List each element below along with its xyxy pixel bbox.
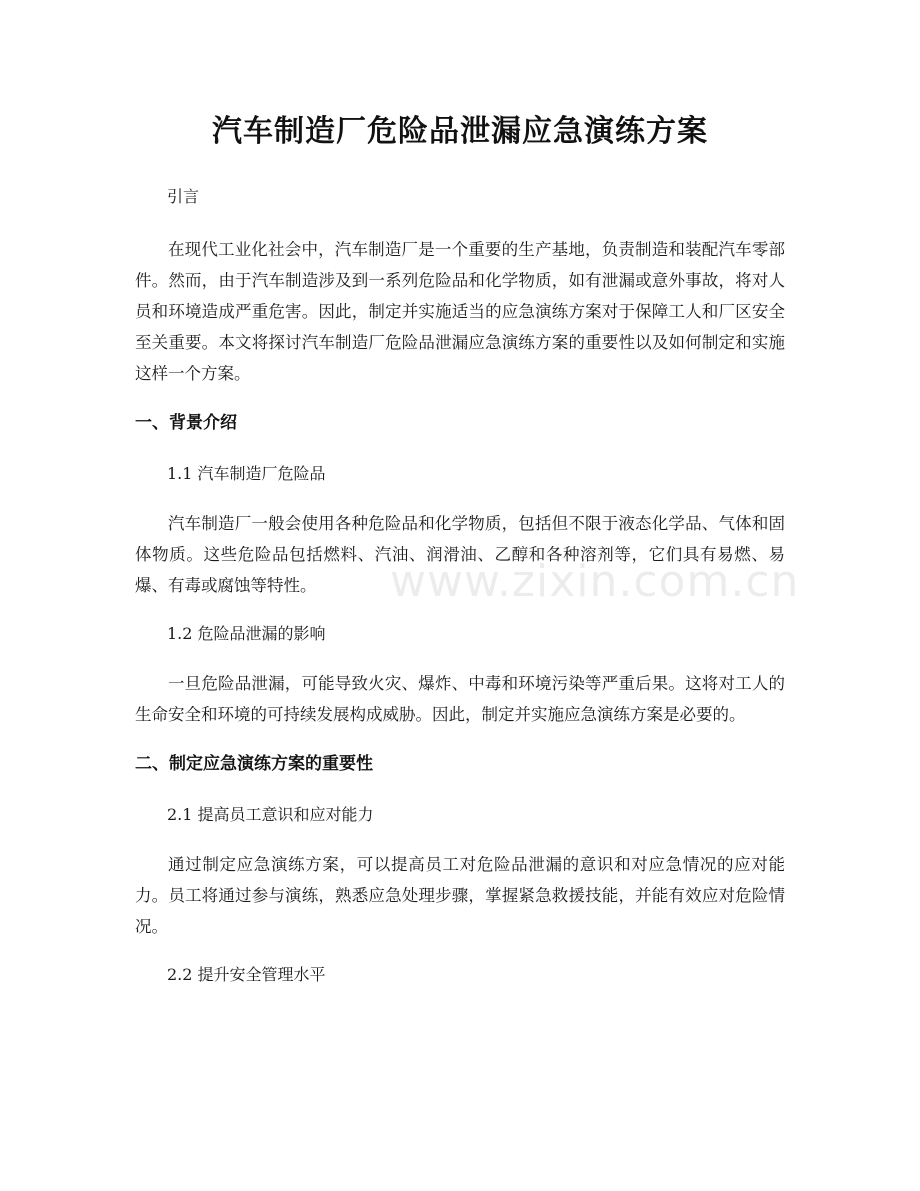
subsection-text-2-1: 通过制定应急演练方案，可以提高员工对危险品泄漏的意识和对应急情况的应对能力。员工将通过参与演练，熟悉应急处理步骤，掌握紧急救援技能，并能有效应对危险情况。: [135, 855, 785, 936]
intro-label: 引言: [167, 187, 200, 206]
document-title: 汽车制造厂危险品泄漏应急演练方案: [212, 114, 708, 149]
subsection-heading-2-2: 2.2 提升安全管理水平: [167, 965, 326, 984]
subsection-text-1-2: 一旦危险品泄漏，可能导致火灾、爆炸、中毒和环境污染等严重后果。这将对工人的生命安全和环境的可持续发展构成威胁。因此，制定并实施应急演练方案是必要的。: [135, 674, 785, 724]
subsection-heading-1-2: 1.2 危险品泄漏的影响: [167, 624, 326, 643]
watermark-text: www.zixin.com.cn: [390, 556, 800, 607]
intro-paragraph: 在现代工业化社会中，汽车制造厂是一个重要的生产基地，负责制造和装配汽车零部件。然而，由于汽车制造涉及到一系列危险品和化学物质，如有泄漏或意外事故，将对人员和环境造成严重危害。因此，制定并实施适当的应急演练方案对于保障工人和厂区安全至关重要。本文将探讨汽车制造厂危险品泄漏应急演练方案的重要性以及如何制定和实施这样一个方案。: [135, 240, 785, 383]
subsection-text-1-1: 汽车制造厂一般会使用各种危险品和化学物质，包括但不限于液态化学品、气体和固体物质。这些危险品包括燃料、汽油、润滑油、乙醇和各种溶剂等，它们具有易燃、易爆、有毒或腐蚀等特性。: [135, 514, 785, 595]
subsection-heading-2-1: 2.1 提高员工意识和应对能力: [167, 805, 374, 824]
section-heading-background: 一、背景介绍: [135, 413, 237, 433]
subsection-heading-1-1: 1.1 汽车制造厂危险品: [167, 464, 326, 483]
section-heading-importance: 二、制定应急演练方案的重要性: [135, 754, 373, 774]
